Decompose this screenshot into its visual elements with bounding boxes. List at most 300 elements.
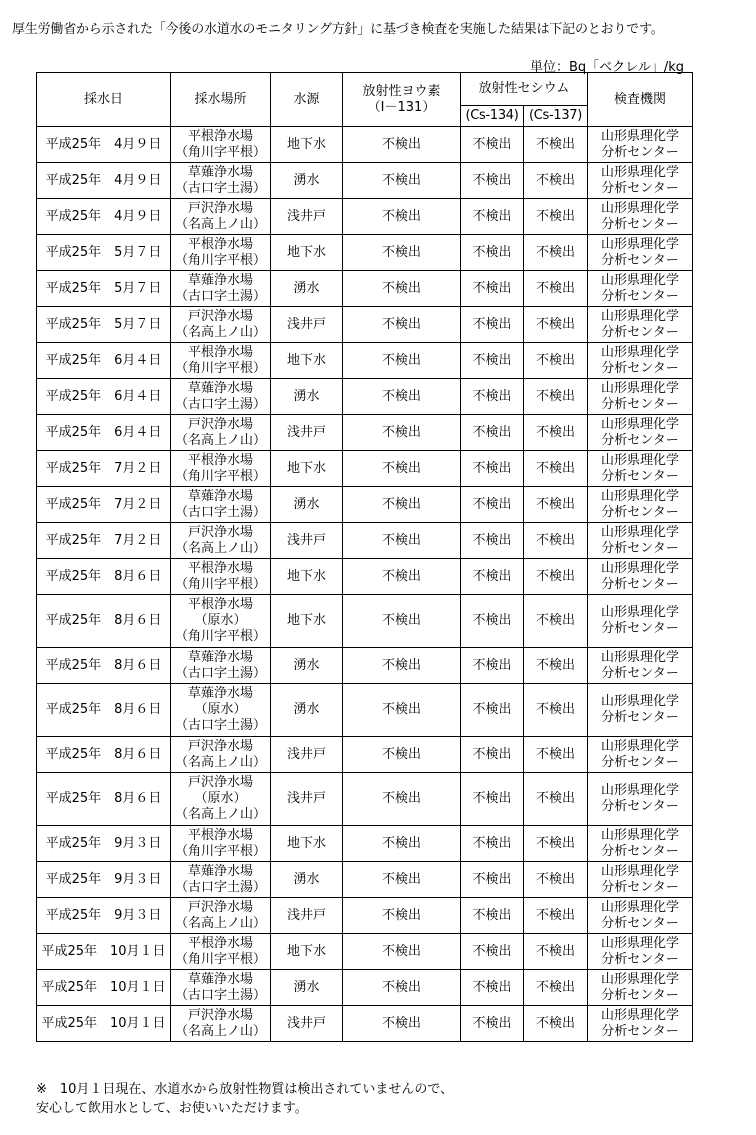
cell-location-text: 平根浄水場 （角川字平根） [174, 236, 266, 268]
cell-i131 [343, 523, 461, 559]
cell-i131 [343, 595, 461, 648]
cell-date-text: 平成25年 6月４日 [45, 424, 162, 440]
cell-cs137 [524, 379, 588, 415]
cell-date-text: 平成25年 10月１日 [41, 979, 166, 995]
cell-source [271, 737, 343, 773]
cell-date [37, 1006, 171, 1042]
cell-date [37, 898, 171, 934]
cell-location-text: 草薙浄水場 （原水） （古口字土湯） [174, 686, 266, 733]
table-row [37, 523, 693, 559]
cell-source-text: 浅井戸 [286, 316, 326, 332]
cell-cs134-text: 不検出 [472, 943, 512, 959]
cell-lab-text: 山形県理化学 分析センター [600, 1007, 679, 1039]
table-row [37, 934, 693, 970]
cell-date [37, 451, 171, 487]
cell-source-text: 湧水 [293, 496, 320, 512]
cell-lab [588, 127, 693, 163]
cell-cs137 [524, 451, 588, 487]
cell-source [271, 451, 343, 487]
table-row [37, 1006, 693, 1042]
cell-cs137 [524, 1006, 588, 1042]
cell-i131 [343, 970, 461, 1006]
cell-i131 [343, 559, 461, 595]
cell-cs137-text: 不検出 [535, 208, 575, 224]
cell-cs137-text: 不検出 [535, 352, 575, 368]
cell-lab-text: 山形県理化学 分析センター [600, 164, 679, 196]
cell-source-text: 地下水 [286, 943, 326, 959]
cell-i131 [343, 163, 461, 199]
cell-lab [588, 451, 693, 487]
cell-lab [588, 648, 693, 684]
cell-location [171, 379, 271, 415]
cell-lab-text: 山形県理化学 分析センター [600, 738, 679, 770]
cell-cs134 [461, 826, 524, 862]
cell-cs134 [461, 648, 524, 684]
cell-source [271, 862, 343, 898]
cell-i131-text: 不検出 [381, 613, 421, 628]
cell-date-text: 平成25年 8月６日 [45, 657, 162, 673]
cell-lab [588, 343, 693, 379]
cell-i131-text: 不検出 [381, 460, 421, 476]
cell-i131-text: 不検出 [381, 746, 421, 762]
cell-cs137 [524, 826, 588, 862]
cell-source-text: 地下水 [286, 835, 326, 851]
cell-i131-text: 不検出 [381, 352, 421, 368]
cell-cs134 [461, 737, 524, 773]
cell-lab-text: 山形県理化学 分析センター [600, 344, 679, 376]
cell-cs134-text: 不検出 [472, 460, 512, 476]
cell-source [271, 415, 343, 451]
table-row [37, 379, 693, 415]
cell-cs137 [524, 559, 588, 595]
cell-cs134-text: 不検出 [472, 280, 512, 296]
cell-source-text: 湧水 [293, 979, 320, 995]
cell-source [271, 523, 343, 559]
cell-cs137-text: 不検出 [535, 460, 575, 476]
cell-date-text: 平成25年 4月９日 [45, 172, 162, 188]
cell-i131 [343, 826, 461, 862]
cell-location-text: 草薙浄水場 （古口字土湯） [174, 380, 266, 412]
cell-location [171, 684, 271, 737]
cell-source [271, 595, 343, 648]
cell-cs137-text: 不検出 [535, 907, 575, 923]
cell-date-text: 平成25年 6月４日 [45, 388, 162, 404]
table-row [37, 235, 693, 271]
cell-cs134 [461, 559, 524, 595]
cell-cs134 [461, 773, 524, 826]
cell-source-text: 地下水 [286, 613, 326, 628]
cell-cs134 [461, 271, 524, 307]
cell-i131 [343, 648, 461, 684]
cell-date-text: 平成25年 4月９日 [45, 208, 162, 224]
cell-date [37, 737, 171, 773]
cell-i131-text: 不検出 [381, 979, 421, 995]
cell-location-text: 平根浄水場 （角川字平根） [174, 128, 266, 160]
cell-lab-text: 山形県理化学 分析センター [600, 649, 679, 681]
cell-date [37, 862, 171, 898]
cell-lab-text: 山形県理化学 分析センター [600, 827, 679, 859]
cell-cs137 [524, 862, 588, 898]
cell-cs137-text: 不検出 [535, 871, 575, 887]
cell-cs134 [461, 163, 524, 199]
cell-cs137-text: 不検出 [535, 424, 575, 440]
cell-cs137 [524, 595, 588, 648]
cell-cs134-text: 不検出 [472, 702, 512, 717]
cell-location-text: 草薙浄水場 （古口字土湯） [174, 272, 266, 304]
cell-date [37, 684, 171, 737]
cell-location [171, 826, 271, 862]
cell-cs134 [461, 451, 524, 487]
cell-source [271, 163, 343, 199]
cell-location-text: 草薙浄水場 （古口字土湯） [174, 164, 266, 196]
cell-location-text: 戸沢浄水場 （名高上ノ山） [174, 416, 266, 448]
cell-cs137 [524, 773, 588, 826]
cell-location-text: 戸沢浄水場 （名高上ノ山） [174, 738, 266, 770]
cell-cs134 [461, 199, 524, 235]
cell-i131-text: 不検出 [381, 702, 421, 717]
cell-i131-text: 不検出 [381, 657, 421, 673]
cell-location [171, 487, 271, 523]
cell-lab-text: 山形県理化学 分析センター [600, 416, 679, 448]
unit-label: 単位：Bq「ベクレル」/kg [529, 60, 684, 75]
cell-lab-text: 山形県理化学 分析センター [600, 380, 679, 412]
cell-date-text: 平成25年 7月２日 [45, 460, 162, 476]
cell-lab [588, 595, 693, 648]
cell-location-text: 戸沢浄水場 （名高上ノ山） [174, 524, 266, 556]
cell-i131 [343, 451, 461, 487]
cell-cs137 [524, 127, 588, 163]
cell-cs137-text: 不検出 [535, 613, 575, 628]
cell-i131-text: 不検出 [381, 791, 421, 806]
cell-i131-text: 不検出 [381, 244, 421, 260]
cell-cs134 [461, 487, 524, 523]
cell-cs137-text: 不検出 [535, 1015, 575, 1031]
cell-lab-text: 山形県理化学 分析センター [600, 272, 679, 304]
cell-source [271, 898, 343, 934]
cell-location [171, 595, 271, 648]
cell-lab [588, 415, 693, 451]
cell-i131 [343, 862, 461, 898]
cell-location [171, 970, 271, 1006]
cell-source [271, 307, 343, 343]
cell-cs134 [461, 595, 524, 648]
table-row [37, 307, 693, 343]
cell-lab [588, 737, 693, 773]
cell-cs134 [461, 898, 524, 934]
cell-location-text: 草薙浄水場 （古口字土湯） [174, 863, 266, 895]
table-row [37, 826, 693, 862]
cell-cs137 [524, 271, 588, 307]
cell-cs137-text: 不検出 [535, 172, 575, 188]
cell-cs134 [461, 235, 524, 271]
cell-source [271, 684, 343, 737]
cell-cs137 [524, 737, 588, 773]
cell-i131-text: 不検出 [381, 136, 421, 152]
cell-location [171, 934, 271, 970]
cell-cs137 [524, 163, 588, 199]
cell-lab-text: 山形県理化学 分析センター [600, 452, 679, 484]
table-row [37, 199, 693, 235]
cell-location [171, 235, 271, 271]
cell-location [171, 523, 271, 559]
cell-date [37, 163, 171, 199]
cell-cs134 [461, 934, 524, 970]
cell-source-text: 地下水 [286, 136, 326, 152]
cell-i131-text: 不検出 [381, 943, 421, 959]
cell-location [171, 1006, 271, 1042]
cell-i131 [343, 684, 461, 737]
cell-lab [588, 307, 693, 343]
cell-lab-text: 山形県理化学 分析センター [600, 308, 679, 340]
cell-location-text: 平根浄水場 （原水） （角川字平根） [174, 597, 266, 644]
cell-cs137 [524, 307, 588, 343]
cell-cs134 [461, 862, 524, 898]
cell-cs137-text: 不検出 [535, 136, 575, 152]
cell-cs137-text: 不検出 [535, 388, 575, 404]
cell-location-text: 平根浄水場 （角川字平根） [174, 344, 266, 376]
cell-lab-text: 山形県理化学 分析センター [600, 236, 679, 268]
cell-source-text: 地下水 [286, 244, 326, 260]
table-row [37, 271, 693, 307]
cell-source-text: 浅井戸 [286, 907, 326, 923]
cell-cs134-text: 不検出 [472, 657, 512, 673]
header-date: 採水日 [37, 73, 171, 127]
cell-location-text: 戸沢浄水場 （原水） （名高上ノ山） [174, 775, 266, 822]
cell-lab-text: 山形県理化学 分析センター [600, 694, 679, 725]
cell-cs137 [524, 415, 588, 451]
cell-lab [588, 379, 693, 415]
cell-cs134-text: 不検出 [472, 424, 512, 440]
cell-date-text: 平成25年 5月７日 [45, 316, 162, 332]
cell-i131-text: 不検出 [381, 1015, 421, 1031]
cell-i131 [343, 235, 461, 271]
cell-cs134-text: 不検出 [472, 746, 512, 762]
cell-lab-text: 山形県理化学 分析センター [600, 971, 679, 1003]
intro-text: 厚生労働省から示された「今後の水道水のモニタリング方針」に基づき検査を実施した結果は下記のとおりです。 [12, 22, 664, 37]
cell-source [271, 235, 343, 271]
cell-source-text: 地下水 [286, 460, 326, 476]
cell-location [171, 898, 271, 934]
cell-location-text: 戸沢浄水場 （名高上ノ山） [174, 899, 266, 931]
cell-date-text: 平成25年 9月３日 [45, 835, 162, 851]
table-row [37, 415, 693, 451]
cell-cs134-text: 不検出 [472, 316, 512, 332]
cell-location [171, 307, 271, 343]
cell-cs137-text: 不検出 [535, 316, 575, 332]
header-cesium: 放射性セシウム [461, 73, 588, 106]
cell-location [171, 199, 271, 235]
cell-date-text: 平成25年 10月１日 [41, 1015, 166, 1031]
cell-lab [588, 199, 693, 235]
cell-cs134-text: 不検出 [472, 172, 512, 188]
cell-date-text: 平成25年 8月６日 [45, 613, 162, 628]
cell-cs137 [524, 235, 588, 271]
cell-date-text: 平成25年 10月１日 [41, 943, 166, 959]
cell-lab-text: 山形県理化学 分析センター [600, 560, 679, 592]
cell-lab [588, 684, 693, 737]
cell-lab [588, 487, 693, 523]
cell-location-text: 平根浄水場 （角川字平根） [174, 452, 266, 484]
cell-i131 [343, 1006, 461, 1042]
cell-i131 [343, 898, 461, 934]
cell-lab [588, 523, 693, 559]
cell-cs134-text: 不検出 [472, 568, 512, 584]
cell-cs137-text: 不検出 [535, 496, 575, 512]
cell-date-text: 平成25年 8月６日 [45, 702, 162, 717]
cell-cs137 [524, 199, 588, 235]
cell-date [37, 127, 171, 163]
cell-cs134 [461, 307, 524, 343]
footer-note [36, 1080, 453, 1118]
cell-cs137 [524, 934, 588, 970]
cell-cs137-text: 不検出 [535, 943, 575, 959]
cell-i131-text: 不検出 [381, 532, 421, 548]
cell-location [171, 343, 271, 379]
cell-i131 [343, 737, 461, 773]
cell-source [271, 127, 343, 163]
cell-source [271, 271, 343, 307]
footer-line-2: 安心して飲用水として、お使いいただけます。 [36, 1101, 308, 1116]
cell-source [271, 934, 343, 970]
cell-date [37, 773, 171, 826]
cell-date-text: 平成25年 5月７日 [45, 244, 162, 260]
cell-cs134-text: 不検出 [472, 835, 512, 851]
cell-i131 [343, 199, 461, 235]
table-row [37, 737, 693, 773]
results-table [36, 72, 693, 1042]
cell-source [271, 826, 343, 862]
cell-i131-text: 不検出 [381, 172, 421, 188]
cell-cs137 [524, 523, 588, 559]
cell-cs137 [524, 970, 588, 1006]
cell-cs137-text: 不検出 [535, 657, 575, 673]
cell-source [271, 343, 343, 379]
cell-lab [588, 862, 693, 898]
cell-cs134-text: 不検出 [472, 871, 512, 887]
cell-location [171, 737, 271, 773]
table-row [37, 684, 693, 737]
cell-cs134-text: 不検出 [472, 907, 512, 923]
cell-cs137 [524, 648, 588, 684]
cell-lab-text: 山形県理化学 分析センター [600, 200, 679, 232]
cell-source-text: 浅井戸 [286, 208, 326, 224]
cell-location [171, 862, 271, 898]
cell-cs134 [461, 379, 524, 415]
cell-location [171, 163, 271, 199]
table-row [37, 487, 693, 523]
cell-cs134 [461, 970, 524, 1006]
cell-date-text: 平成25年 9月３日 [45, 907, 162, 923]
cell-date [37, 379, 171, 415]
table-row [37, 127, 693, 163]
cell-date-text: 平成25年 8月６日 [45, 746, 162, 762]
cell-date [37, 235, 171, 271]
cell-lab [588, 163, 693, 199]
cell-source-text: 湧水 [293, 702, 320, 717]
cell-i131-text: 不検出 [381, 280, 421, 296]
cell-date [37, 271, 171, 307]
cell-location-text: 平根浄水場 （角川字平根） [174, 935, 266, 967]
cell-location-text: 平根浄水場 （角川字平根） [174, 560, 266, 592]
table-row [37, 862, 693, 898]
cell-date [37, 487, 171, 523]
cell-i131-text: 不検出 [381, 388, 421, 404]
cell-date [37, 595, 171, 648]
cell-location-text: 草薙浄水場 （古口字土湯） [174, 649, 266, 681]
cell-source-text: 湧水 [293, 657, 320, 673]
table-row [37, 648, 693, 684]
cell-cs134-text: 不検出 [472, 532, 512, 548]
cell-cs134-text: 不検出 [472, 496, 512, 512]
cell-source [271, 970, 343, 1006]
cell-source-text: 湧水 [293, 172, 320, 188]
cell-lab-text: 山形県理化学 分析センター [600, 899, 679, 931]
cell-source-text: 湧水 [293, 388, 320, 404]
cell-cs134-text: 不検出 [472, 244, 512, 260]
cell-cs137 [524, 684, 588, 737]
cell-date [37, 970, 171, 1006]
cell-cs137 [524, 487, 588, 523]
cell-cs137-text: 不検出 [535, 244, 575, 260]
cell-date-text: 平成25年 5月７日 [45, 280, 162, 296]
cell-date-text: 平成25年 6月４日 [45, 352, 162, 368]
cell-cs134 [461, 523, 524, 559]
cell-lab-text: 山形県理化学 分析センター [600, 783, 679, 814]
header-cs134: (Cs-134) [461, 106, 524, 127]
cell-location-text: 草薙浄水場 （古口字土湯） [174, 971, 266, 1003]
cell-lab-text: 山形県理化学 分析センター [600, 128, 679, 160]
cell-i131-text: 不検出 [381, 835, 421, 851]
cell-cs137-text: 不検出 [535, 791, 575, 806]
cell-location [171, 773, 271, 826]
cell-source-text: 浅井戸 [286, 746, 326, 762]
table-row [37, 970, 693, 1006]
cell-lab [588, 773, 693, 826]
cell-cs137-text: 不検出 [535, 746, 575, 762]
cell-i131 [343, 127, 461, 163]
cell-date-text: 平成25年 4月９日 [45, 136, 162, 152]
cell-lab [588, 235, 693, 271]
cell-cs134-text: 不検出 [472, 791, 512, 806]
cell-cs137-text: 不検出 [535, 532, 575, 548]
results-body [37, 127, 693, 1042]
cell-location-text: 平根浄水場 （角川字平根） [174, 827, 266, 859]
header-cs137: (Cs-137) [524, 106, 588, 127]
table-row [37, 343, 693, 379]
cell-source [271, 487, 343, 523]
cell-source-text: 湧水 [293, 871, 320, 887]
cell-cs137-text: 不検出 [535, 835, 575, 851]
cell-i131-text: 不検出 [381, 871, 421, 887]
cell-lab-text: 山形県理化学 分析センター [600, 488, 679, 520]
cell-cs134-text: 不検出 [472, 388, 512, 404]
cell-cs134 [461, 343, 524, 379]
cell-i131 [343, 487, 461, 523]
cell-cs134-text: 不検出 [472, 136, 512, 152]
header-lab: 検査機関 [588, 73, 693, 127]
cell-cs134-text: 不検出 [472, 1015, 512, 1031]
table-row [37, 773, 693, 826]
cell-date-text: 平成25年 7月２日 [45, 532, 162, 548]
cell-cs137-text: 不検出 [535, 979, 575, 995]
cell-lab-text: 山形県理化学 分析センター [600, 524, 679, 556]
cell-location-text: 戸沢浄水場 （名高上ノ山） [174, 308, 266, 340]
cell-source-text: 湧水 [293, 280, 320, 296]
cell-date [37, 415, 171, 451]
cell-source [271, 199, 343, 235]
cell-source-text: 浅井戸 [286, 532, 326, 548]
cell-lab [588, 271, 693, 307]
